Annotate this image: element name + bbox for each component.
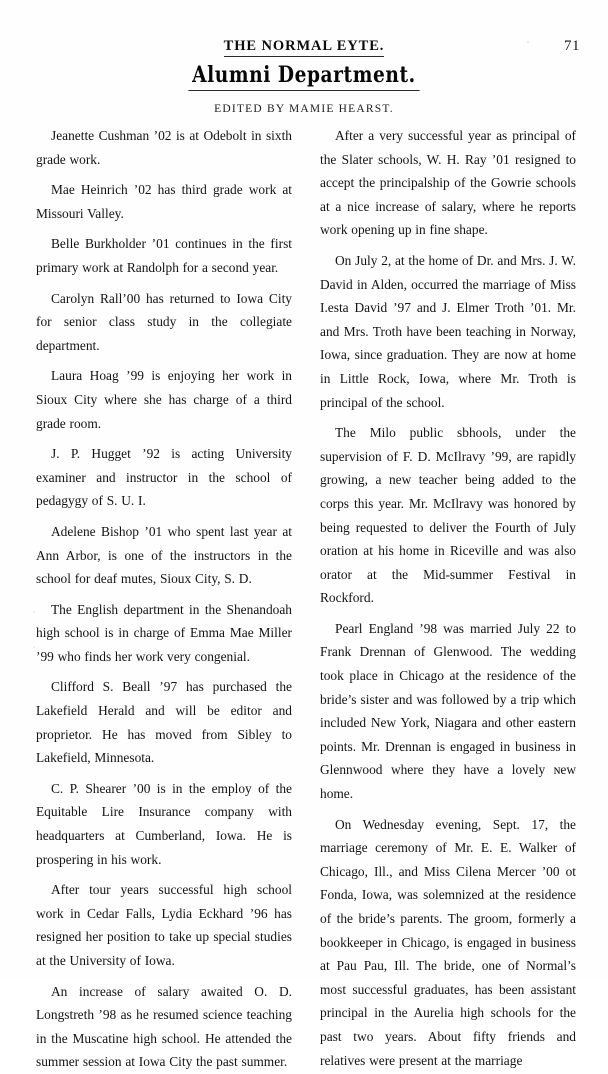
paragraph: After a very successful year as principal of the Slater schools, W. H. Ray ’01 resigned to accept the principalship of the Gowrie schools at a nice increase of salary, where he reports work opening up in fine shape. [320, 128, 576, 238]
paragraph: Mae Heinrich ’02 has third grade work at Missouri Valley. [36, 182, 292, 221]
paragraph: Belle Burkholder ’01 continues in the first primary work at Randolph for a second year. [36, 236, 292, 275]
left-column [36, 124, 292, 1074]
paragraph: An increase of salary awaited O. D. Longstreth ’98 as he resumed science teaching in the Muscatine high school. He attended the summer session at Iowa City the past summer. [36, 983, 292, 1070]
paragraph: C. P. Shearer ’00 is in the employ of the Equitable Lire Insurance company with headquarters at Cumberland, Iowa. He is prospering in his work. [36, 780, 292, 867]
paragraph: J. P. Hugget ’92 is acting University examiner and instructor in the school of pedagygy of S. U. I. [36, 446, 292, 509]
editor-byline: EDITED BY MAMIE HEARST. [214, 103, 394, 115]
paragraph: Clifford S. Beall ’97 has purchased the Lakefield Herald and will be editor and proprietor. He has moved from Sibley to Lakefield, Minnesota. [36, 679, 292, 766]
paragraph: Jeanette Cushman ’02 is at Odebolt in sixth grade work. [36, 128, 292, 167]
scan-speckle [33, 646, 35, 648]
paragraph: Carolyn Rall’00 has returned to Iowa City for senior class study in the collegiate department. [36, 290, 292, 353]
scan-speckle [33, 611, 35, 613]
page-number: 71 [564, 38, 580, 54]
paragraph: The Milo public sbhools, under the supervision of F. D. McIlravy ’99, are rapidly growing, a new teacher being added to the corps this year. Mr. McIlravy was honored by being requested to deliver the Fourth of July oration at his home in Riceville and was also orator at the Mid-summer Festival in Rockford. [320, 425, 576, 606]
department-title-text: Alumni Department. [188, 62, 419, 91]
paragraph: Laura Hoag ’99 is enjoying her work in Sioux City where she has charge of a third grade room. [36, 368, 292, 431]
two-column-body [36, 124, 576, 1074]
paragraph: On July 2, at the home of Dr. and Mrs. J. W. David in Alden, occurred the marriage of Miss I.esta David ’97 and J. Elmer Troth ’01. Mr. and Mrs. Troth have been teaching in Norway, Iowa, since graduation. They are now at home in Little Rock, Iowa, where Mr. Troth is principal of the school. [320, 252, 576, 410]
paragraph: The English department in the Shenandoah high school is in charge of Emma Mae Miller ’99 who finds her work very congenial. [36, 601, 292, 664]
paragraph: Pearl England ’98 was married July 22 to Frank Drennan of Glenwood. The wedding took place in Chicago at the residence of the bride’s sister and was followed by a trip which included New York, Niagara and other eastern points. Mr. Drennan is engaged in business in Glennwood where they have a lovely ɴew home. [320, 620, 576, 802]
paragraph: On Wednesday evening, Sept. 17, the marriage ceremony of Mr. E. E. Walker of Chicago, Ill., and Miss Cilena Mercer ’00 ot Fonda, Iowa, was solemnized at the residence of the bride’s parents. The groom, formerly a bookkeeper in Chicago, is engaged in business at Pau Pau, Ill. The bride, one of Normal’s most successful graduates, has been assistant principal in the Aurelia high schools for the past two years. About fifty friends and relatives were present at the marriage [320, 816, 576, 1068]
paragraph: After tour years successful high school work in Cedar Falls, Lydia Eckhard ’96 has resigned her position to take up special studies at the University of Iowa. [36, 882, 292, 968]
running-head [0, 38, 608, 57]
right-column [320, 124, 576, 1074]
paragraph: Adelene Bishop ’01 who spent last year at Ann Arbor, is one of the instructors in the school for deaf mutes, Sioux City, S. D. [36, 523, 292, 587]
running-head-text: THE NORMAL EYTE. [224, 38, 385, 57]
department-title [0, 62, 608, 91]
